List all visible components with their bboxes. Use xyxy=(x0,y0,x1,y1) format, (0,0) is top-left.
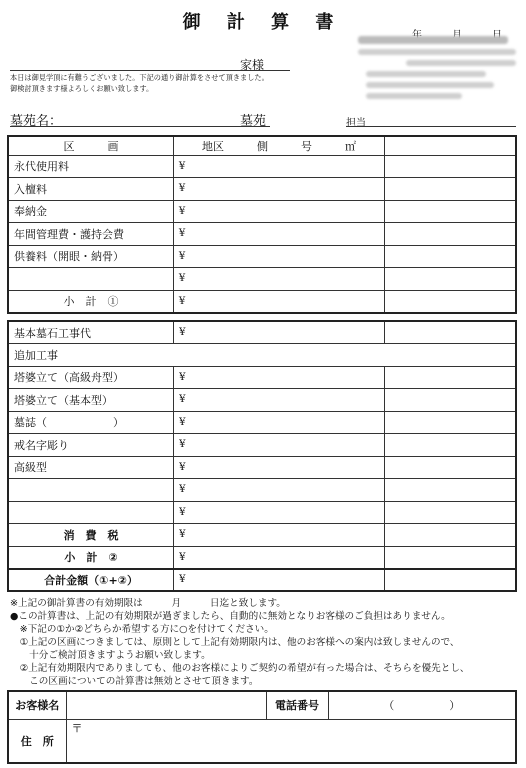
table-row xyxy=(8,223,516,246)
recipient-suffix: 家様 xyxy=(240,58,265,72)
yen-cell: ¥ xyxy=(174,434,385,457)
plot-header: 区 画 xyxy=(8,136,173,155)
row-label xyxy=(8,268,173,291)
customer-name-field[interactable] xyxy=(66,691,266,719)
blank-cell xyxy=(385,178,516,201)
table-row xyxy=(8,245,516,268)
header-blank xyxy=(385,136,516,155)
blank-cell xyxy=(385,200,516,223)
construction-cost-table xyxy=(7,320,517,592)
note-line: この区画についての計算書は無効とさせて頂きます。 xyxy=(10,676,259,687)
yen-cell: ¥ xyxy=(174,569,385,592)
yen-cell: ¥ xyxy=(173,178,384,201)
table-row xyxy=(8,268,516,291)
note-line: ②上記有効期限内でありましても、他のお客様によりご契約の希望が有った場合は、そちらを優先とし、 xyxy=(10,663,470,674)
cemetery-label: 墓苑名： xyxy=(10,114,63,129)
table-row xyxy=(8,479,516,502)
subtotal-2-label: 小 計 ② xyxy=(8,546,174,569)
address-field[interactable] xyxy=(66,719,516,763)
customer-info-table xyxy=(7,690,517,764)
subtotal-1-label: 小 計 ① xyxy=(8,290,173,313)
blank-cell xyxy=(385,268,516,291)
blank-cell xyxy=(385,569,516,592)
blank-cell xyxy=(385,501,516,524)
subtotal-2-row xyxy=(8,546,516,569)
customer-name-row xyxy=(8,691,516,719)
plot-cost-table xyxy=(7,135,517,314)
yen-cell: ¥ xyxy=(174,524,385,547)
table-row xyxy=(8,366,516,389)
row-label: 墓誌（ ） xyxy=(8,411,174,434)
phone-field[interactable]: （ ） xyxy=(328,691,516,719)
row-label: 塔婆立て（高級舟型） xyxy=(8,366,174,389)
yen-cell: ¥ xyxy=(174,501,385,524)
blank-cell xyxy=(385,411,516,434)
row-label: 供養料（開眼・納骨） xyxy=(8,245,173,268)
yen-cell: ¥ xyxy=(173,223,384,246)
blank-cell xyxy=(385,223,516,246)
row-label xyxy=(8,479,174,502)
intro-line: 本日は御見学頂に有難うございました。下記の通り御計算をさせて頂きました。 xyxy=(10,73,269,82)
table-row xyxy=(8,321,516,344)
location-header: 地区 側 号 ㎡ xyxy=(173,136,384,155)
row-label: 追加工事 xyxy=(8,344,516,367)
table-row xyxy=(8,178,516,201)
table-row xyxy=(8,456,516,479)
yen-cell: ¥ xyxy=(173,268,384,291)
staff-label: 担当 xyxy=(346,118,366,129)
blank-cell xyxy=(385,321,516,344)
recipient-underline xyxy=(10,70,290,71)
blank-cell xyxy=(385,524,516,547)
blank-cell xyxy=(385,389,516,412)
row-label xyxy=(8,501,174,524)
subtotal-1-row xyxy=(8,290,516,313)
intro-text xyxy=(10,72,269,94)
yen-cell: ¥ xyxy=(174,389,385,412)
row-label: 基本墓石工事代 xyxy=(8,321,174,344)
table-row xyxy=(8,411,516,434)
yen-cell: ¥ xyxy=(174,479,385,502)
blank-cell xyxy=(385,245,516,268)
row-label: 入檀料 xyxy=(8,178,173,201)
table-row xyxy=(8,434,516,457)
blank-cell xyxy=(385,290,516,313)
note-line: ①上記の区画につきましては、原則として上記有効期限内は、他のお客様への案内は致しませんので、 xyxy=(10,637,460,648)
table-row xyxy=(8,200,516,223)
row-label: 永代使用料 xyxy=(8,155,173,178)
grand-total-row xyxy=(8,569,516,592)
row-label: 高級型 xyxy=(8,456,174,479)
note-line: ※上記の御計算書の有効期限は 月 日迄と致します。 xyxy=(10,598,286,609)
tax-row xyxy=(8,524,516,547)
terms-notes xyxy=(10,597,470,688)
yen-cell: ¥ xyxy=(174,366,385,389)
tax-label: 消 費 税 xyxy=(8,524,174,547)
customer-name-label: お客様名 xyxy=(8,691,66,719)
note-line: ※下記の①か②どちらか希望する方に○を付けてください。 xyxy=(10,624,274,635)
blank-cell xyxy=(385,479,516,502)
blank-cell xyxy=(385,155,516,178)
cemetery-underline xyxy=(10,126,270,127)
yen-cell: ¥ xyxy=(174,456,385,479)
company-stamp-blurred xyxy=(358,36,518,106)
row-label: 塔婆立て（基本型） xyxy=(8,389,174,412)
note-line: ●この計算書は、上記の有効期限が過ぎましたら、自動的に無効となりお客様のご負担はありません。 xyxy=(10,611,451,622)
yen-cell: ¥ xyxy=(174,321,385,344)
document-title: 御 計 算 書 xyxy=(182,12,344,33)
blank-cell xyxy=(385,546,516,569)
staff-underline xyxy=(346,126,516,127)
postal-mark: 〒 xyxy=(71,721,83,735)
intro-line: 御検討頂きます様よろしくお願い致します。 xyxy=(10,84,154,93)
table-row xyxy=(8,344,516,367)
blank-cell xyxy=(385,434,516,457)
row-label: 奉納金 xyxy=(8,200,173,223)
yen-cell: ¥ xyxy=(173,290,384,313)
yen-cell: ¥ xyxy=(174,411,385,434)
address-row xyxy=(8,719,516,763)
cemetery-suffix: 墓苑 xyxy=(240,114,267,129)
phone-label: 電話番号 xyxy=(266,691,328,719)
blank-cell xyxy=(385,456,516,479)
yen-cell: ¥ xyxy=(173,245,384,268)
table-row xyxy=(8,389,516,412)
table-row xyxy=(8,501,516,524)
yen-cell: ¥ xyxy=(174,546,385,569)
blank-cell xyxy=(385,366,516,389)
note-line: 十分ご検討頂きますようお願い致します。 xyxy=(10,650,211,661)
table-row xyxy=(8,155,516,178)
table-header-row xyxy=(8,136,516,155)
yen-cell: ¥ xyxy=(173,200,384,223)
grand-total-label: 合計金額（①+②） xyxy=(8,569,174,592)
address-label: 住 所 xyxy=(8,719,66,763)
row-label: 戒名字彫り xyxy=(8,434,174,457)
yen-cell: ¥ xyxy=(173,155,384,178)
row-label: 年間管理費・護持会費 xyxy=(8,223,173,246)
